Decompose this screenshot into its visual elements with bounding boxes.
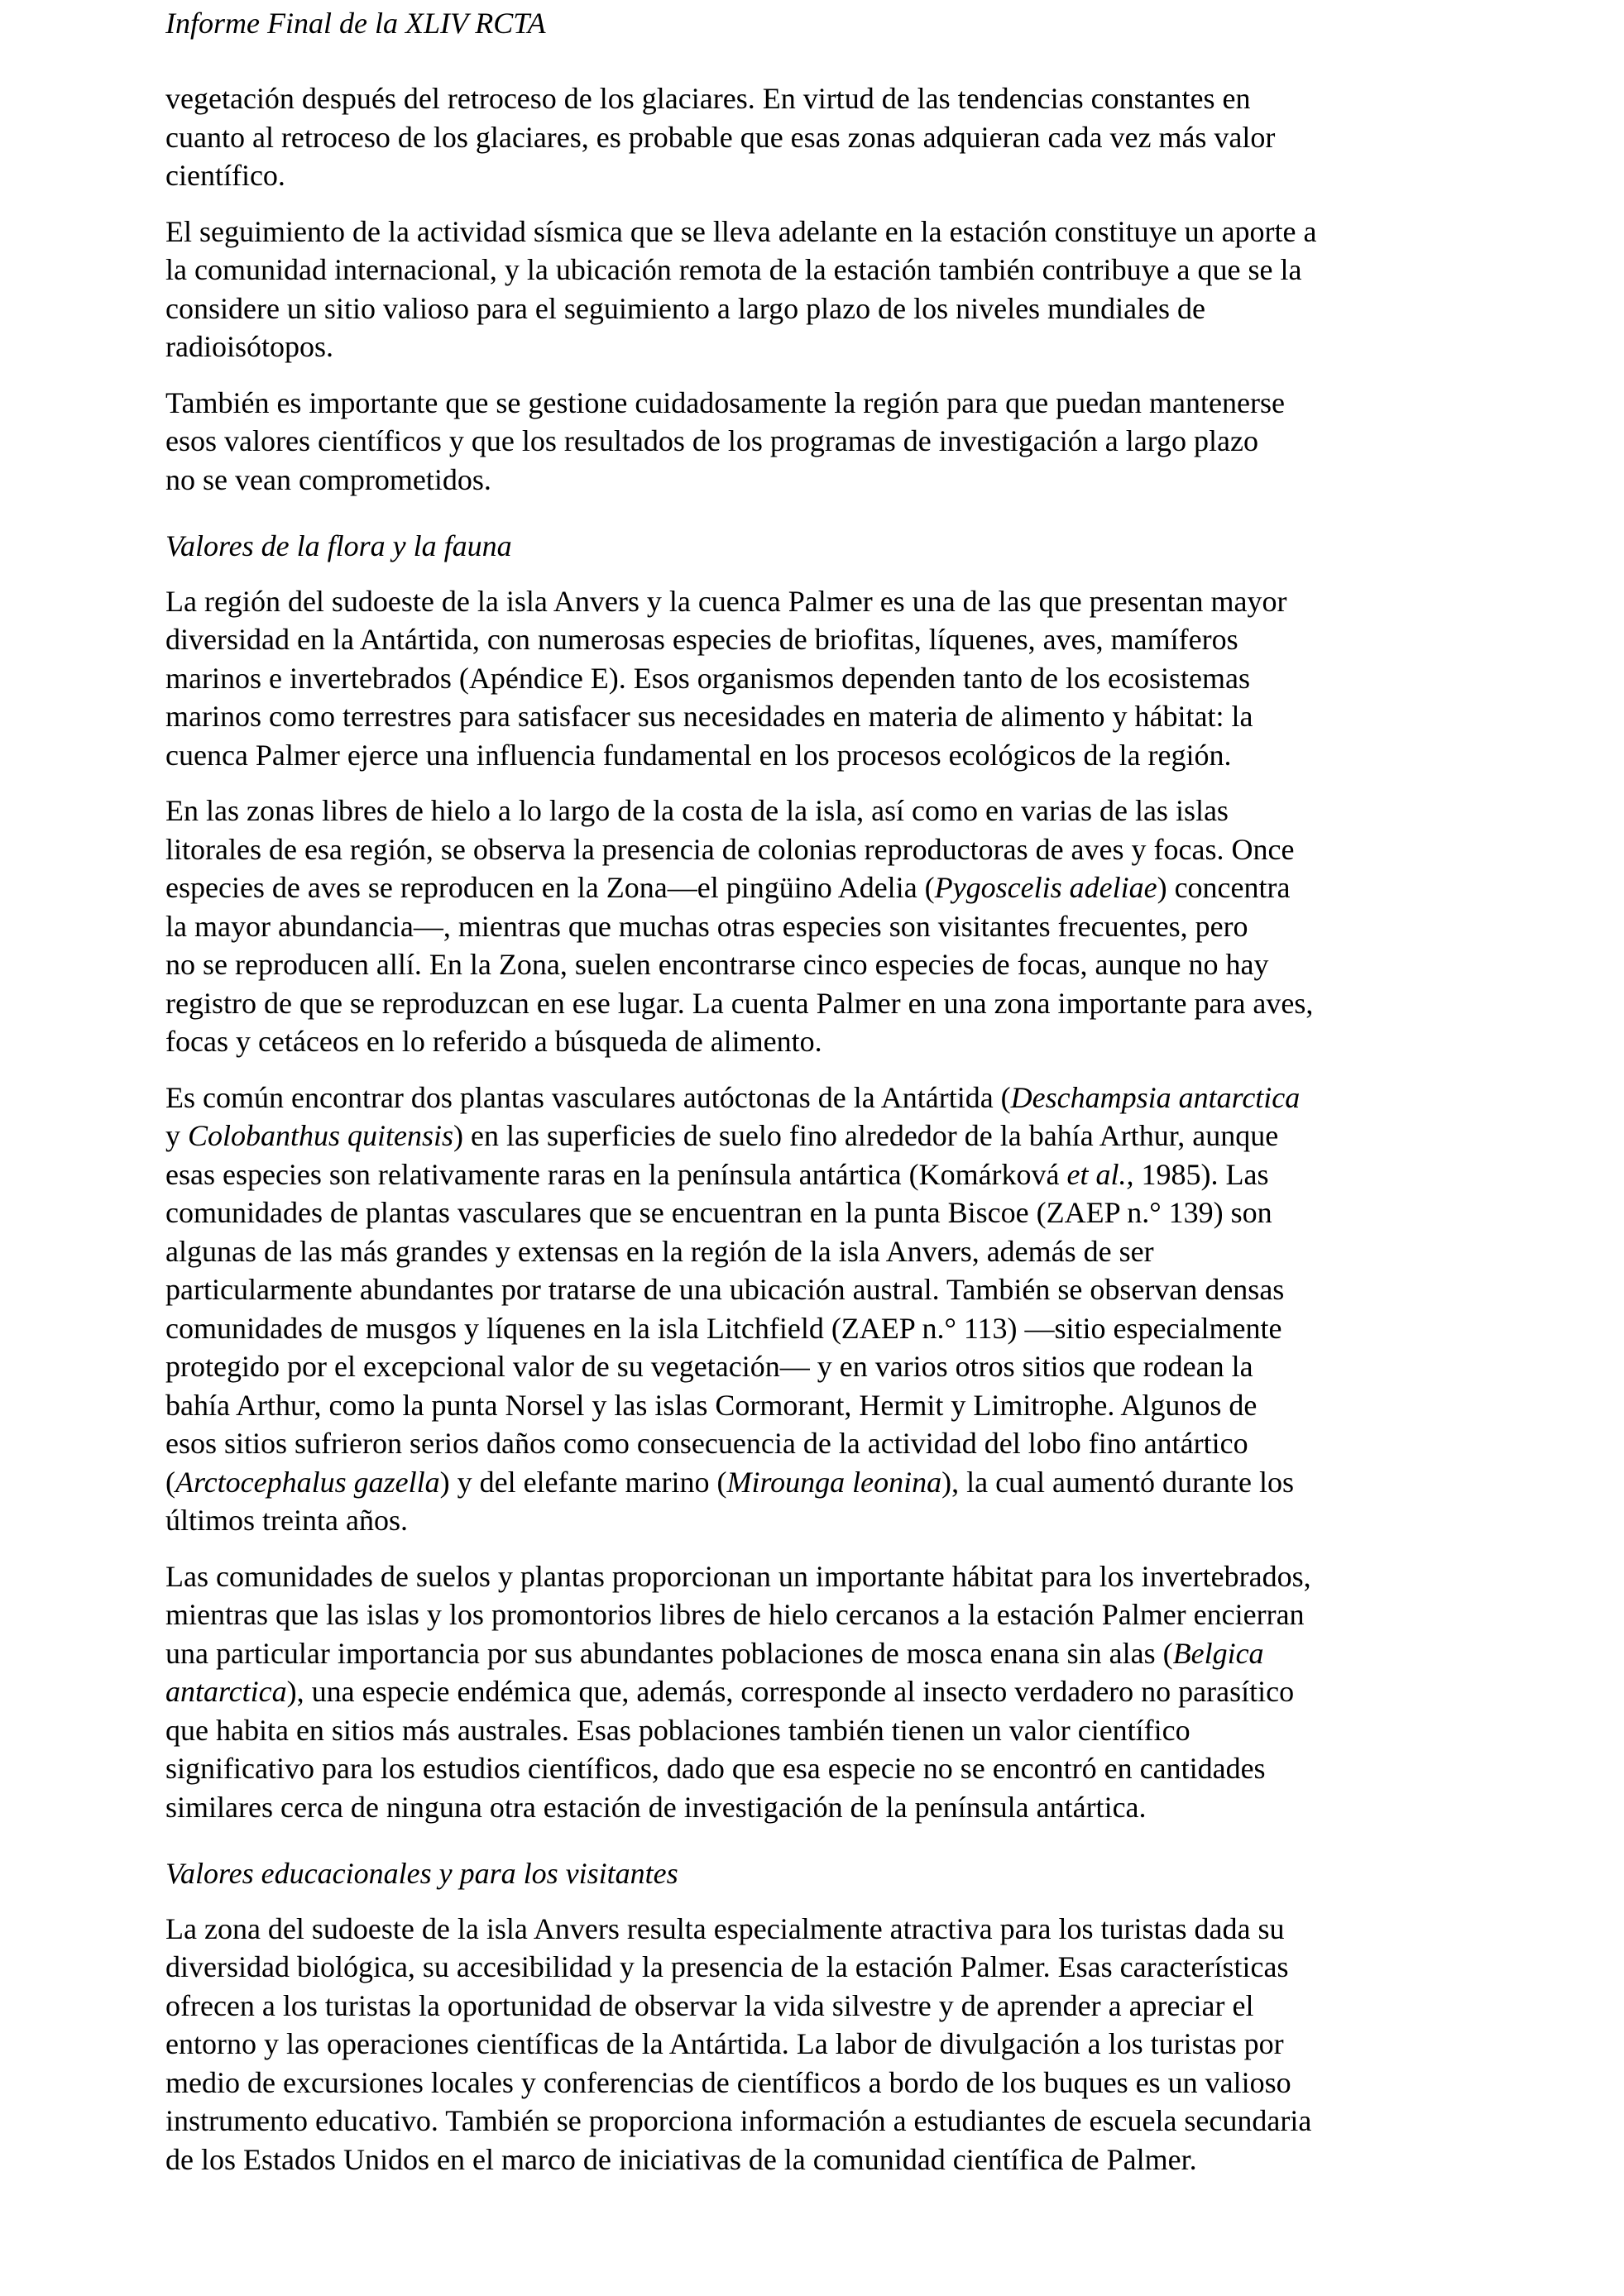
text-line: litorales de esa región, se observa la presencia de colonias reproductoras de aves y focas. Once: [165, 832, 1295, 866]
text-line: bahía Arthur, como la punta Norsel y las islas Cormorant, Hermit y Limitrophe. Algunos de: [165, 1388, 1258, 1422]
paragraph: [165, 79, 1473, 195]
text-line: Las comunidades de suelos y plantas proporcionan un importante hábitat para los invertebrados,: [165, 1559, 1311, 1593]
text-line: no se vean comprometidos.: [165, 462, 491, 496]
text-line: El seguimiento de la actividad sísmica que se lleva adelante en la estación constituye un aporte a: [165, 214, 1317, 248]
paragraph: [165, 582, 1473, 775]
text-line: la mayor abundancia—, mientras que muchas otras especies son visitantes frecuentes, pero: [165, 909, 1248, 943]
text-line: similares cerca de ninguna otra estación de investigación de la península antártica.: [165, 1790, 1147, 1824]
italic-term: Deschampsia antarctica: [1010, 1080, 1301, 1114]
text-line: vegetación después del retroceso de los glaciares. En virtud de las tendencias constantes en: [165, 82, 1251, 115]
text-line: La zona del sudoeste de la isla Anvers resulta especialmente atractiva para los turistas dada su: [165, 1911, 1285, 1945]
text-line: antarctica), una especie endémica que, además, corresponde al insecto verdadero no parasítico: [165, 1675, 1295, 1708]
text-line: registro de que se reproduzcan en ese lugar. La cuenta Palmer en una zona importante para aves,: [165, 986, 1314, 1020]
text-line: que habita en sitios más australes. Esas poblaciones también tienen un valor científico: [165, 1713, 1190, 1747]
paragraph: [165, 1557, 1473, 1827]
text-line: considere un sitio valioso para el seguimiento a largo plazo de los niveles mundiales de: [165, 291, 1206, 325]
text-line: últimos treinta años.: [165, 1504, 408, 1537]
text-line: de los Estados Unidos en el marco de iniciativas de la comunidad científica de Palmer.: [165, 2142, 1197, 2176]
text-line: comunidades de musgos y líquenes en la isla Litchfield (ZAEP n.° 113) —sitio especialmente: [165, 1311, 1282, 1345]
text-line: y Colobanthus quitensis) en las superficies de suelo fino alrededor de la bahía Arthur, aunque: [165, 1119, 1279, 1152]
text-line: cuanto al retroceso de los glaciares, es probable que esas zonas adquieran cada vez más valor: [165, 120, 1276, 154]
text-line: instrumento educativo. También se proporciona información a estudiantes de escuela secundaria: [165, 2104, 1312, 2137]
paragraph: [165, 384, 1473, 500]
text-line: marinos e invertebrados (Apéndice E). Esos organismos dependen tanto de los ecosistemas: [165, 661, 1250, 695]
text-line: La región del sudoeste de la isla Anvers y la cuenca Palmer es una de las que presentan mayor: [165, 584, 1287, 618]
text-line: Es común encontrar dos plantas vasculares autóctonas de la Antártida (Deschampsia antarctica: [165, 1080, 1301, 1114]
text-line: especies de aves se reproducen en la Zona—el pingüino Adelia (Pygoscelis adeliae) concentra: [165, 871, 1291, 904]
text-line: entorno y las operaciones científicas de la Antártida. La labor de divulgación a los turistas por: [165, 2027, 1284, 2060]
paragraph: [165, 213, 1473, 366]
text-line: esos sitios sufrieron serios daños como consecuencia de la actividad del lobo fino antártico: [165, 1427, 1248, 1460]
section-heading: Valores de la flora y la fauna: [165, 529, 512, 562]
text-line: diversidad en la Antártida, con numerosas especies de briofitas, líquenes, aves, mamíferos: [165, 623, 1238, 656]
text-line: diversidad biológica, su accesibilidad y la presencia de la estación Palmer. Esas características: [165, 1950, 1289, 1983]
italic-term: Arctocephalus gazella: [175, 1465, 440, 1499]
italic-term: Pygoscelis adeliae: [934, 871, 1157, 904]
text-line: cuenca Palmer ejerce una influencia fundamental en los procesos ecológicos de la región.: [165, 738, 1232, 772]
paragraph: [165, 792, 1473, 1061]
text-line: esas especies son relativamente raras en la península antártica (Komárková et al., 1985). Las: [165, 1157, 1269, 1191]
text-line: una particular importancia por sus abundantes poblaciones de mosca enana sin alas (Belgica: [165, 1636, 1264, 1670]
text-line: ofrecen a los turistas la oportunidad de observar la vida silvestre y de aprender a apreciar el: [165, 1988, 1254, 2022]
paragraph: [165, 1910, 1473, 2179]
text-line: mientras que las islas y los promontorios libres de hielo cercanos a la estación Palmer encierran: [165, 1598, 1305, 1631]
italic-term: Colobanthus quitensis: [188, 1119, 454, 1152]
section-heading: Valores educacionales y para los visitantes: [165, 1857, 678, 1890]
paragraph: [165, 1079, 1473, 1540]
text-line: científico.: [165, 159, 285, 192]
text-line: particularmente abundantes por tratarse de una ubicación austral. También se observan densas: [165, 1273, 1285, 1306]
text-line: la comunidad internacional, y la ubicación remota de la estación también contribuye a que se la: [165, 253, 1302, 286]
text-line: (Arctocephalus gazella) y del elefante marino (Mirounga leonina), la cual aumentó durante los: [165, 1465, 1294, 1499]
text-line: medio de excursiones locales y conferencias de científicos a bordo de los buques es un valioso: [165, 2065, 1291, 2099]
italic-term: antarctica: [165, 1675, 287, 1708]
text-line: protegido por el excepcional valor de su vegetación— y en varios otros sitios que rodean la: [165, 1350, 1253, 1383]
italic-term: Belgica: [1172, 1636, 1264, 1670]
text-line: radioisótopos.: [165, 330, 333, 363]
running-header: Informe Final de la XLIV RCTA: [165, 7, 546, 40]
text-line: comunidades de plantas vasculares que se encuentran en la punta Biscoe (ZAEP n.° 139) son: [165, 1196, 1272, 1229]
text-line: En las zonas libres de hielo a lo largo de la costa de la isla, así como en varias de las islas: [165, 794, 1229, 827]
text-line: También es importante que se gestione cuidadosamente la región para que puedan mantenerse: [165, 385, 1285, 419]
document-body: [165, 79, 1473, 2196]
text-line: focas y cetáceos en lo referido a búsqueda de alimento.: [165, 1025, 822, 1058]
text-line: algunas de las más grandes y extensas en la región de la isla Anvers, además de ser: [165, 1234, 1154, 1268]
text-line: marinos como terrestres para satisfacer sus necesidades en materia de alimento y hábitat: la: [165, 700, 1253, 733]
italic-term: Mirounga leonina: [726, 1465, 942, 1499]
italic-term: et al.,: [1066, 1157, 1134, 1191]
text-line: significativo para los estudios científicos, dado que esa especie no se encontró en cantidades: [165, 1752, 1266, 1785]
text-line: no se reproducen allí. En la Zona, suelen encontrarse cinco especies de focas, aunque no hay: [165, 948, 1269, 981]
text-line: esos valores científicos y que los resultados de los programas de investigación a largo plazo: [165, 424, 1258, 457]
